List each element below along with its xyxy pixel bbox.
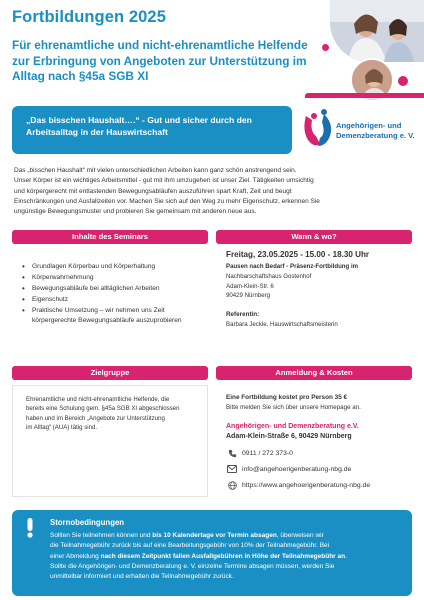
cancellation-line: einer Abmeldung nach diesem Zeitpunkt fallen Ausfallgebühren in Höhe der Teilnahmegebühr an. <box>50 552 347 560</box>
section-header-when: Wann & wo? <box>216 230 412 244</box>
subtitle-line: Alltag nach §45a SGB XI <box>12 69 149 83</box>
course-title-box <box>12 106 292 154</box>
cancellation-text <box>50 531 406 582</box>
page-subtitle <box>12 38 342 85</box>
phone-icon <box>226 449 238 458</box>
list-item: • Praktische Umsetzung – wir nehmen uns Zeit körpergerechte Bewegungsabläufe auszuprobieren <box>22 306 206 326</box>
contact-email[interactable] <box>226 464 412 474</box>
cost-text: Eine Fortbildung kostet pro Person 35 € <box>226 394 348 401</box>
description-line: Unser Körper ist ein wichtiges Arbeitsmittel - gut mit ihm umzugehen ist unser Ziel. Tätigkeiten umsichtig <box>14 177 314 185</box>
logo-text-line: Demenzberatung e. V. <box>336 131 415 140</box>
logo-icon <box>298 106 338 154</box>
cancellation-line: unmittelbar informiert und erhalten die Teilnahmegebühr zurück. <box>50 573 234 581</box>
header <box>0 0 424 100</box>
cancellation-line: Sollten Sie teilnehmen können und bis 10 Kalendertage vor Termin absagen, überweisen wir <box>50 532 324 539</box>
section-header-contents: Inhalte des Seminars <box>12 230 208 244</box>
subtitle-line: Für ehrenamtliche und nicht-ehrenamtliche Helfende <box>12 38 308 52</box>
header-photo <box>330 0 424 62</box>
subtitle-line: zur Erbringung von Angeboten zur Unterstützung im <box>12 53 307 68</box>
description-line: ungünstige Bewegungsmuster und probieren Sie gemeinsam mit anderen neue aus. <box>14 208 257 216</box>
globe-icon <box>226 481 238 490</box>
event-location-line: Nachbarschaftshaus Gostenhof <box>226 272 312 280</box>
mail-icon <box>226 465 238 473</box>
cancellation-title: Stornobedingungen <box>50 518 125 527</box>
section-header-target: Zielgruppe <box>12 366 208 380</box>
page-title: Fortbildungen 2025 <box>12 8 166 26</box>
target-line: Ehrenamtliche und nicht-ehrenamtliche Helfende, die <box>26 396 170 403</box>
speaker-label: Referentin: <box>226 311 260 319</box>
decor-bar <box>305 93 424 98</box>
organization-logo <box>296 106 414 154</box>
target-group-text <box>26 395 200 433</box>
course-title-line: „Das bisschen Haushalt….“ - Gut und sicher durch den <box>26 115 252 125</box>
registration-block <box>226 393 412 490</box>
when-where-block <box>226 250 412 330</box>
event-location-line: 90429 Nürnberg <box>226 292 271 300</box>
phone-number: 0911 / 272 373-0 <box>242 449 293 457</box>
section-header-registration: Anmeldung & Kosten <box>216 366 412 380</box>
event-date: Freitag, 23.05.2025 - 15.00 - 18.30 Uhr <box>226 250 370 259</box>
course-title-line: Arbeitsalltag in der Hauswirtschaft <box>26 127 168 137</box>
cancellation-line: Sollte die Angehörigen- und Demenzberatung e. V. einzelne Termine absagen müssen, werden Sie <box>50 562 335 570</box>
event-format: Pausen nach Bedarf - Präsenz-Fortbildung im <box>226 263 359 270</box>
list-item: • Grundlagen Körperbau und Körperhaltung <box>22 262 206 272</box>
course-description <box>14 166 412 217</box>
target-line: bereits eine Schulung gem. §45a SGB XI abgeschlossen <box>26 405 180 413</box>
contact-web[interactable] <box>226 480 412 490</box>
speaker-name: Barbara Jeckle, Hauswirtschaftsmeisterin <box>226 320 338 328</box>
target-line: im Alltag“ (AUA) tätig sind. <box>26 424 98 432</box>
contents-list <box>22 262 206 327</box>
event-location-line: Adam-Klein-Str. 6 <box>226 282 274 290</box>
cancellation-box <box>12 510 412 596</box>
description-line: und körpergerecht mit entlastenden Bewegungsabläufen auszuführen spart Kraft, Zeit und beugt <box>14 187 292 195</box>
cancellation-line: die Teilnahmegebühr zurück bis auf eine Bearbeitungsgebühr von 10% der Teilnahmegebühr. Bei <box>50 542 330 550</box>
description-line: Das „bisschen Haushalt“ mit vielen unterschiedlichen Arbeiten kann ganz schön anstrengend sein. <box>14 167 297 174</box>
organization-name: Angehörigen- und Demenzberatung e.V. <box>226 423 359 430</box>
website-url: https://www.angehoerigenberatung-nbg.de <box>242 481 371 489</box>
list-item: • Körperwahrnehmung <box>22 273 206 283</box>
target-line: haben und im Bereich „Angebote zur Unterstützung <box>26 414 165 422</box>
contact-phone[interactable] <box>226 448 412 458</box>
list-item: • Eigenschutz <box>22 295 206 305</box>
organization-address: Adam-Klein-Straße 6, 90429 Nürnberg <box>226 433 352 440</box>
logo-text-line: Angehörigen- und <box>336 121 402 130</box>
registration-note: Bitte melden Sie sich über unsere Homepage an. <box>226 404 361 411</box>
exclamation-icon <box>22 518 38 534</box>
decor-dot <box>322 44 329 51</box>
decor-dot <box>398 76 408 86</box>
list-item: • Bewegungsabläufe bei alltäglichen Arbeiten <box>22 284 206 294</box>
description-line: Einschränkungen und Ausfallzeiten vor. Machen Sie sich auf den Weg zu mehr Eigenschutz, erkennen Sie <box>14 197 320 205</box>
email-address: info@angehoerigenberatung-nbg.de <box>242 465 352 473</box>
